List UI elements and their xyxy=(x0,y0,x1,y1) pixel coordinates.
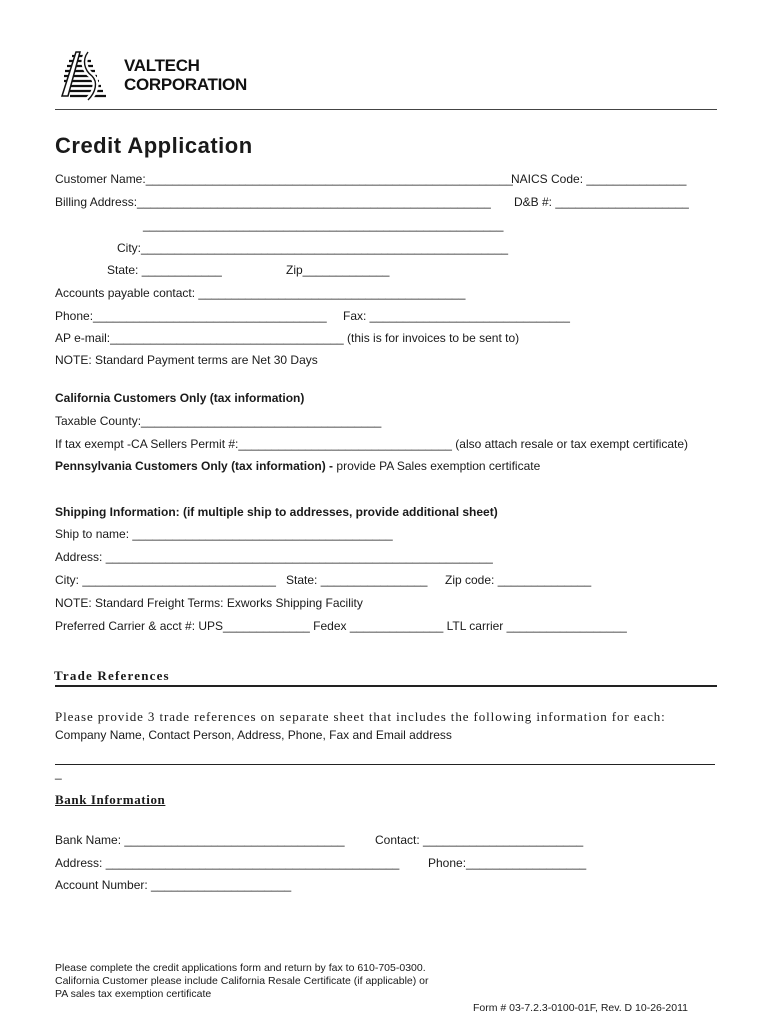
shipping-state-field[interactable]: State: ________________ xyxy=(286,573,428,587)
shipping-address-field[interactable]: Address: __________________________________________________________ xyxy=(55,550,493,564)
phone-field[interactable]: Phone:___________________________________ xyxy=(55,309,327,323)
shipping-zip-field[interactable]: Zip code: ______________ xyxy=(445,573,592,587)
billing-address-line2[interactable]: ______________________________________________________ xyxy=(143,218,504,232)
trade-references-heading: Trade References xyxy=(54,668,170,683)
city-field[interactable]: City:_______________________________________________________ xyxy=(117,241,509,255)
valtech-logo-icon xyxy=(58,50,118,102)
account-number-field[interactable]: Account Number: _____________________ xyxy=(55,878,292,892)
ship-to-name-field[interactable]: Ship to name: _______________________________________ xyxy=(55,527,393,541)
trade-references-divider xyxy=(55,685,717,687)
zip-field[interactable]: Zip_____________ xyxy=(286,263,390,277)
header-divider xyxy=(55,109,717,110)
pennsylvania-line xyxy=(55,459,540,474)
shipping-heading: Shipping Information: (if multiple ship to addresses, provide additional sheet) xyxy=(55,505,498,519)
fax-field[interactable]: Fax: ______________________________ xyxy=(343,309,570,323)
bank-address-field[interactable]: Address: ____________________________________________ xyxy=(55,856,400,870)
footer-line2: California Customer please include California Resale Certificate (if applicable) or xyxy=(55,975,429,987)
california-heading: California Customers Only (tax information) xyxy=(55,391,305,405)
bank-information-heading: Bank Information xyxy=(55,792,166,807)
pennsylvania-heading: Pennsylvania Customers Only (tax information) - xyxy=(55,459,334,473)
page-title: Credit Application xyxy=(55,133,253,158)
freight-terms-note: NOTE: Standard Freight Terms: Exworks Shipping Facility xyxy=(55,596,363,610)
taxable-county-field[interactable]: Taxable County:____________________________________ xyxy=(55,414,382,428)
form-number: Form # 03-7.2.3-0100-01F, Rev. D 10-26-2011 xyxy=(473,1002,688,1014)
payment-terms-note: NOTE: Standard Payment terms are Net 30 Days xyxy=(55,353,318,367)
naics-code-field[interactable]: NAICS Code: _______________ xyxy=(511,172,687,186)
company-name-line1: VALTECH xyxy=(124,56,200,75)
company-name-line2: CORPORATION xyxy=(124,75,247,94)
footer-line3: PA sales tax exemption certificate xyxy=(55,988,212,1000)
ca-sellers-permit-field[interactable]: If tax exempt -CA Sellers Permit #:________________________________ (also attach resale or tax exempt certificate) xyxy=(55,437,689,451)
ap-email-field[interactable]: AP e-mail:___________________________________ (this is for invoices to be sent to) xyxy=(55,331,520,345)
bank-name-field[interactable]: Bank Name: _________________________________ xyxy=(55,833,345,847)
trade-references-underscore: _ xyxy=(55,766,62,780)
footer-line1: Please complete the credit applications form and return by fax to 610-705-0300. xyxy=(55,962,426,974)
customer-name-field[interactable]: Customer Name:_______________________________________________________ xyxy=(55,172,513,186)
state-field[interactable]: State: ____________ xyxy=(107,263,222,277)
ap-contact-field[interactable]: Accounts payable contact: ________________________________________ xyxy=(55,286,466,300)
shipping-city-field[interactable]: City: _____________________________ xyxy=(55,573,276,587)
bank-phone-field[interactable]: Phone:__________________ xyxy=(428,856,587,870)
trade-references-instruction: Please provide 3 trade references on separate sheet that includes the following information for each: xyxy=(55,709,666,724)
company-name xyxy=(124,56,247,94)
trade-references-underline[interactable] xyxy=(55,764,715,765)
pennsylvania-text: provide PA Sales exemption certificate xyxy=(333,459,541,473)
trade-references-fields: Company Name, Contact Person, Address, Phone, Fax and Email address xyxy=(55,728,452,742)
preferred-carrier-field[interactable]: Preferred Carrier & acct #: UPS_____________ Fedex ______________ LTL carrier __________________ xyxy=(55,619,627,633)
bank-contact-field[interactable]: Contact: ________________________ xyxy=(375,833,584,847)
billing-address-field[interactable]: Billing Address:_____________________________________________________ xyxy=(55,195,491,209)
company-logo xyxy=(58,50,273,102)
dnb-field[interactable]: D&B #: ____________________ xyxy=(514,195,689,209)
